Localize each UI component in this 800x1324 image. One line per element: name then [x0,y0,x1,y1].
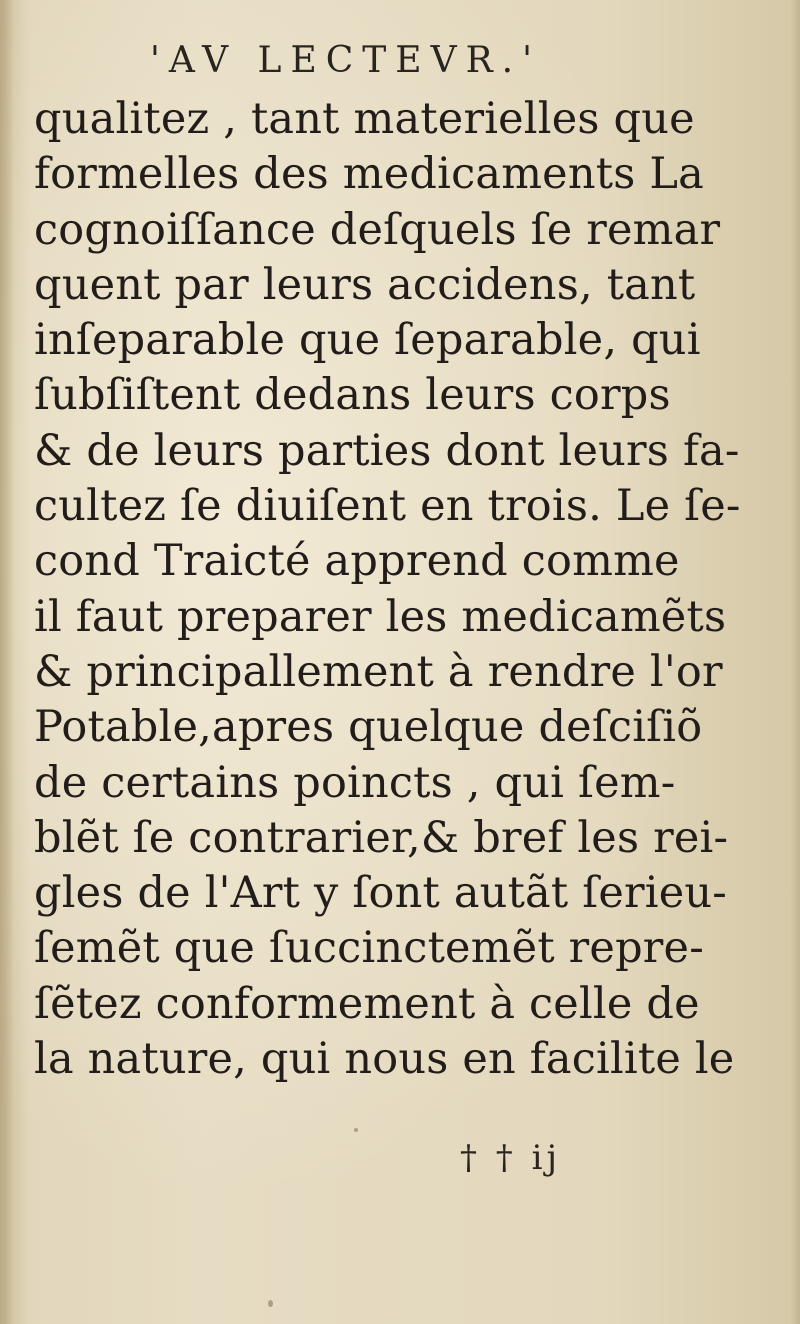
paper-speck [268,1300,273,1307]
text-line: ſubſiſtent dedans leurs corps [34,370,671,421]
page-spine-shadow [0,0,14,1324]
running-head: 'AV LECTEVR.' [150,40,542,81]
text-line: gles de l'Art y ſont autãt ſerieu- [34,868,727,919]
text-line: qualitez , tant materielles que [34,94,695,144]
text-line: la nature, qui nous en facilite le [34,1034,735,1085]
text-line: quent par leurs accidens, tant [34,259,696,310]
text-line: cond Traicté apprend comme [34,536,680,587]
text-line: blẽt ſe contrarier,& bref les rei- [34,812,729,863]
paper-speck [354,1128,358,1132]
text-line: formelles des medicaments La [34,149,704,200]
text-line: & de leurs parties dont leurs fa- [34,425,740,476]
text-line: & principallement à rendre l'or [34,646,723,697]
text-line: inſeparable que ſeparable, qui [34,315,701,366]
body-text [34,92,741,1087]
text-line: cultez ſe diuiſent en trois. Le ſe- [34,481,741,532]
text-line: Potable,apres quelque deſciſiõ [34,702,703,753]
text-line: ſẽtez conformement à celle de [34,978,700,1029]
text-line: cognoiſſance deſquels ſe remar [34,204,721,255]
signature-mark: † † ij [460,1138,562,1178]
text-line: ſemẽt que ſuccinctemẽt repre- [34,923,704,974]
text-line: il faut preparer les medicamẽts [34,591,727,642]
text-line: de certains poincts , qui ſem- [34,757,676,808]
